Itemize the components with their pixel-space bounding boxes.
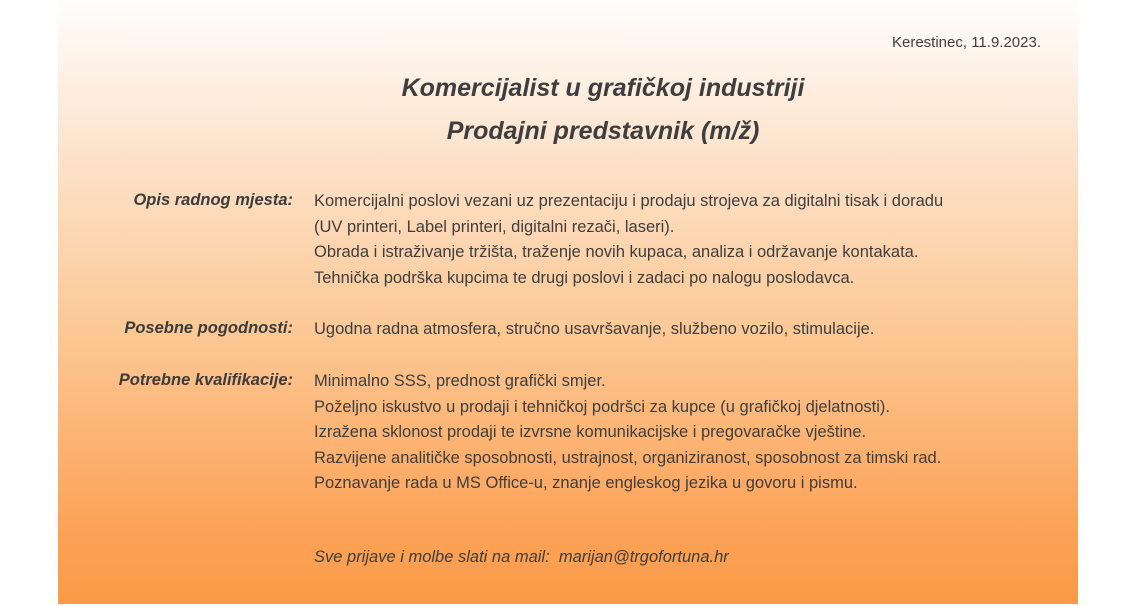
job-subtitle: Prodajni predstavnik (m/ž): [446, 117, 760, 145]
text-line: Ugodna radna atmosfera, stručno usavršavanje, službeno vozilo, stimulacije.: [314, 320, 875, 338]
text-line: Tehnička podrška kupcima te drugi poslovi i zadaci po nalogu poslodavca.: [314, 268, 855, 287]
text-line: Izražena sklonost prodaji te izvrsne komunikacijske i pregovaračke vještine.: [314, 423, 867, 441]
text-line: Poželjno iskustvo u prodaji i tehničkoj podršci za kupce (u grafičkoj djelatnosti).: [314, 397, 890, 416]
section-label-job-description: Opis radnog mjesta:: [133, 191, 293, 209]
contact-text: Sve prijave i molbe slati na mail:: [314, 548, 550, 566]
job-title: Komercijalist u grafičkoj industriji: [401, 74, 805, 102]
text-line: Poznavanje rada u MS Office-u, znanje engleskog jezika u govoru i pismu.: [314, 474, 858, 492]
text-line: Razvijene analitičke sposobnosti, ustrajnost, organiziranost, sposobnost za timski rad.: [314, 448, 942, 467]
job-ad-document: [58, 0, 1078, 604]
text-line: (UV printeri, Label printeri, digitalni rezači, laseri).: [314, 217, 675, 236]
section-body-job-description: [314, 189, 1064, 291]
text-line: Minimalno SSS, prednost grafički smjer.: [314, 372, 606, 390]
section-label-qualifications: Potrebne kvalifikacije:: [118, 371, 293, 389]
contact-email[interactable]: marijan@trgofortuna.hr: [558, 548, 729, 566]
text-line: Obrada i istraživanje tržišta, traženje novih kupaca, analiza i održavanje kontakata.: [314, 243, 919, 261]
text-line: Komercijalni poslovi vezani uz prezentaciju i prodaju strojeva za digitalni tisak i doradu: [314, 192, 944, 210]
ad-date: Kerestinec, 11.9.2023.: [892, 34, 1041, 51]
section-body-qualifications: [314, 369, 1064, 497]
section-body-benefits: [314, 317, 1064, 343]
section-label-benefits: Posebne pogodnosti:: [124, 319, 293, 337]
contact-line: [314, 548, 729, 567]
